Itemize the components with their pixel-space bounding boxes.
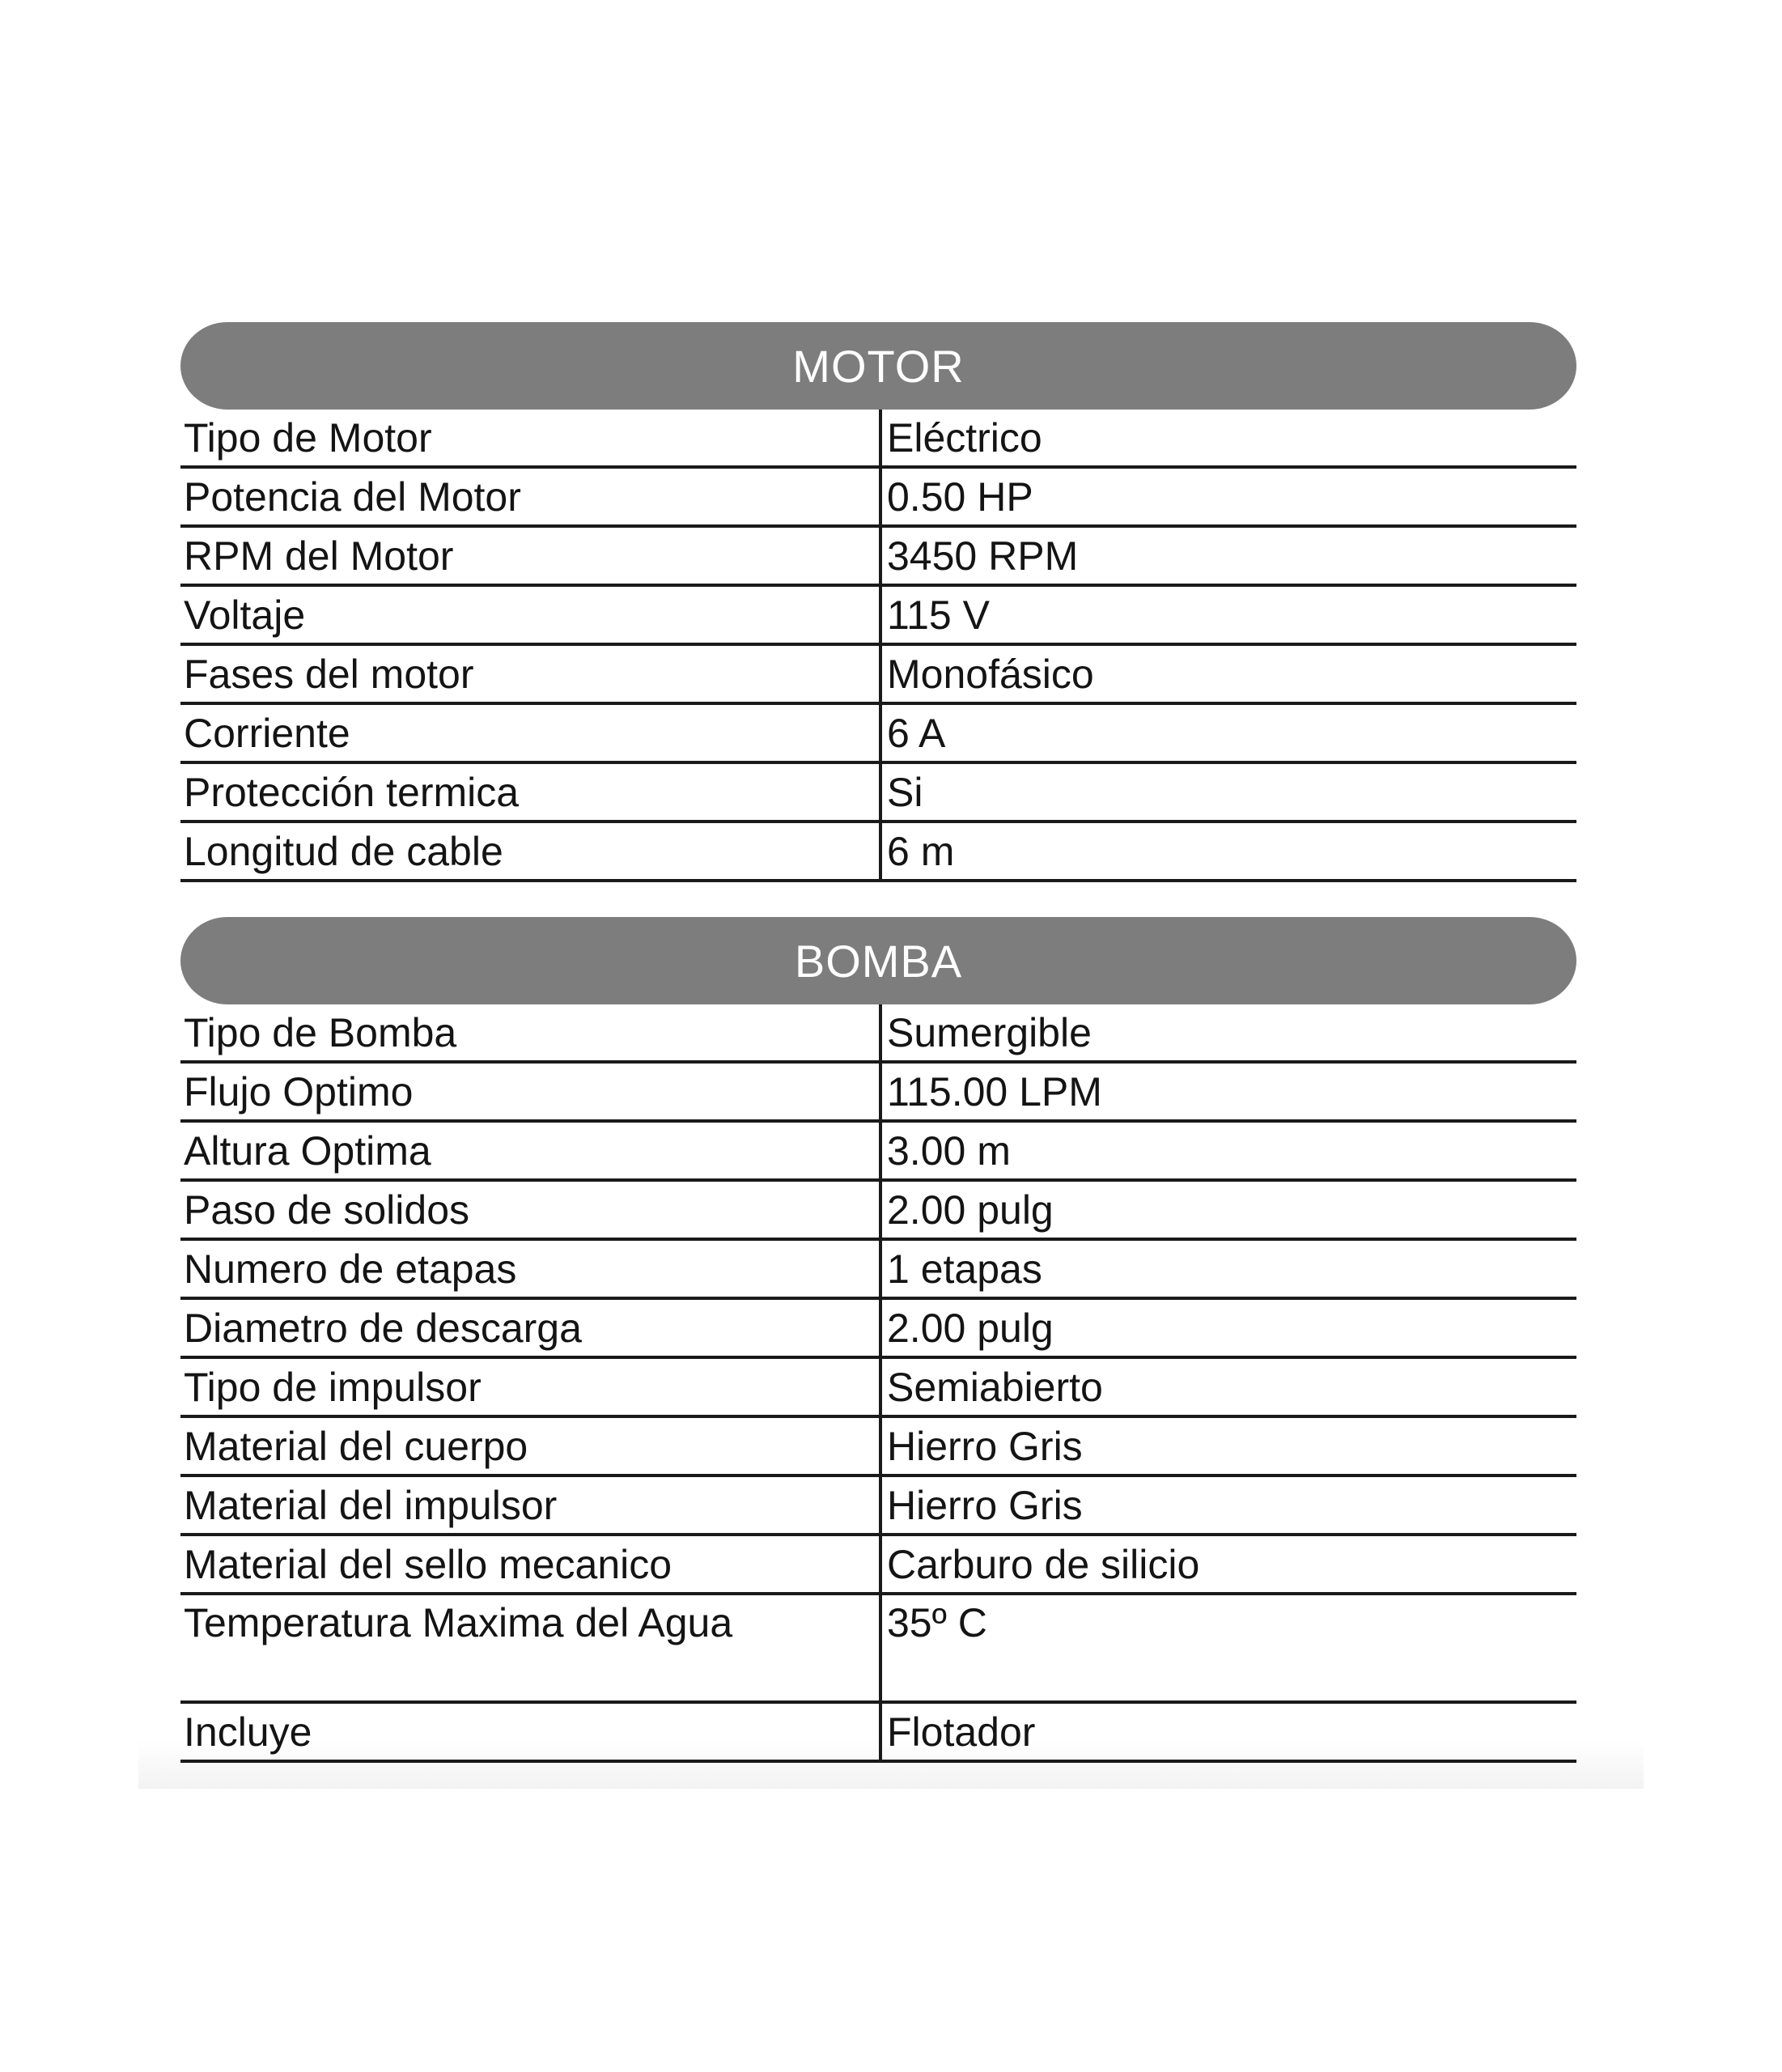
spec-label: Diametro de descarga <box>180 1298 880 1357</box>
table-row <box>180 526 1576 585</box>
spec-label: Protección termica <box>180 762 880 822</box>
table-row <box>180 585 1576 644</box>
spec-value: Carburo de silicio <box>880 1535 1576 1594</box>
table-row <box>180 1475 1576 1535</box>
spec-label: Numero de etapas <box>180 1239 880 1298</box>
spec-label: Voltaje <box>180 585 880 644</box>
spec-label: Corriente <box>180 703 880 762</box>
spec-value: 1 etapas <box>880 1239 1576 1298</box>
spec-value: 35º C <box>880 1594 1576 1702</box>
table-row <box>180 703 1576 762</box>
table-row <box>180 644 1576 703</box>
motor-section <box>180 322 1576 882</box>
table-row <box>180 1535 1576 1594</box>
spec-value: 0.50 HP <box>880 467 1576 526</box>
spec-value: Hierro Gris <box>880 1475 1576 1535</box>
spec-value: 2.00 pulg <box>880 1180 1576 1239</box>
table-row <box>180 1121 1576 1180</box>
spec-label: Flujo Optimo <box>180 1062 880 1121</box>
table-row <box>180 1062 1576 1121</box>
table-row <box>180 410 1576 467</box>
spec-value: 6 A <box>880 703 1576 762</box>
spec-label: Paso de solidos <box>180 1180 880 1239</box>
spec-value: 2.00 pulg <box>880 1298 1576 1357</box>
spec-value: 115 V <box>880 585 1576 644</box>
spec-label: Incluye <box>180 1702 880 1761</box>
table-row <box>180 1239 1576 1298</box>
table-row <box>180 1004 1576 1062</box>
spec-value: Semiabierto <box>880 1357 1576 1416</box>
table-row <box>180 822 1576 881</box>
spec-label: RPM del Motor <box>180 526 880 585</box>
motor-spec-table <box>180 410 1576 882</box>
spec-label: Tipo de impulsor <box>180 1357 880 1416</box>
bomba-section-header <box>180 917 1576 1004</box>
bomba-section <box>180 917 1576 1763</box>
spec-label: Temperatura Maxima del Agua <box>180 1594 880 1702</box>
spec-value: Monofásico <box>880 644 1576 703</box>
table-row <box>180 1180 1576 1239</box>
table-row <box>180 1416 1576 1475</box>
spec-value: Flotador <box>880 1702 1576 1761</box>
spec-label: Material del sello mecanico <box>180 1535 880 1594</box>
table-row <box>180 467 1576 526</box>
table-row <box>180 1594 1576 1702</box>
spec-value: Eléctrico <box>880 410 1576 467</box>
table-row <box>180 1357 1576 1416</box>
spec-label: Tipo de Bomba <box>180 1004 880 1062</box>
spec-label: Potencia del Motor <box>180 467 880 526</box>
spec-value: Hierro Gris <box>880 1416 1576 1475</box>
spec-value: 3.00 m <box>880 1121 1576 1180</box>
table-row <box>180 1702 1576 1761</box>
spec-value: 3450 RPM <box>880 526 1576 585</box>
bomba-section-title: BOMBA <box>794 935 963 987</box>
spec-label: Tipo de Motor <box>180 410 880 467</box>
spec-value: 6 m <box>880 822 1576 881</box>
spec-value: Sumergible <box>880 1004 1576 1062</box>
table-row <box>180 1298 1576 1357</box>
spec-value: Si <box>880 762 1576 822</box>
motor-section-header <box>180 322 1576 410</box>
spec-label: Material del cuerpo <box>180 1416 880 1475</box>
spec-label: Altura Optima <box>180 1121 880 1180</box>
motor-section-title: MOTOR <box>792 340 965 392</box>
spec-label: Longitud de cable <box>180 822 880 881</box>
bomba-spec-table <box>180 1004 1576 1763</box>
spec-value: 115.00 LPM <box>880 1062 1576 1121</box>
table-row <box>180 762 1576 822</box>
spec-label: Fases del motor <box>180 644 880 703</box>
spec-label: Material del impulsor <box>180 1475 880 1535</box>
